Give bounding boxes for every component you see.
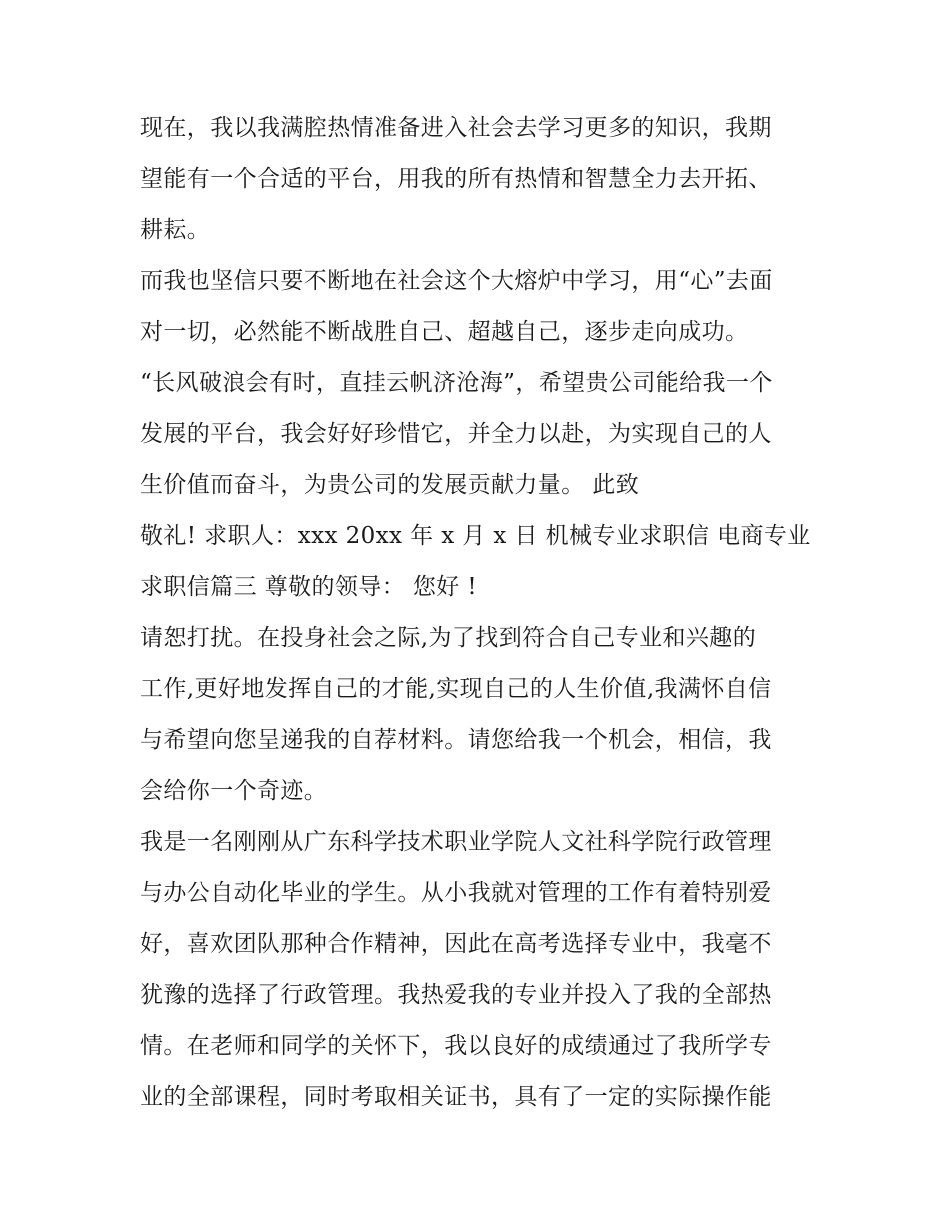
text-line: 望能有一个合适的平台，用我的所有热情和智慧全力去开拓、 (140, 166, 772, 192)
text-line: 求职信篇三 尊敬的领导： 您好 ! (140, 574, 477, 600)
text-line: 而我也坚信只要不断地在社会这个大熔炉中学习，用“心”去面 (140, 268, 773, 294)
text-line: 业的全部课程，同时考取相关证书，具有了一定的实际操作能 (140, 1084, 772, 1110)
text-line: 我是一名刚刚从广东科学技术职业学院人文社科学院行政管理 (140, 829, 772, 855)
text-line: 耕耘。 (140, 217, 211, 243)
text-line: 请恕打扰。在投身社会之际,为了找到符合自己专业和兴趣的 (140, 625, 757, 651)
text-line: 敬礼! 求职人：xxx 20xx 年 x 月 x 日 机械专业求职信 电商专业 (140, 523, 811, 549)
text-line: 现在，我以我满腔热情准备进入社会去学习更多的知识，我期 (140, 115, 772, 141)
text-line: 会给你一个奇迹。 (140, 778, 328, 804)
text-line: 与希望向您呈递我的自荐材料。请您给我一个机会，相信，我 (140, 727, 772, 753)
text-line: 与办公自动化毕业的学生。从小我就对管理的工作有着特别爱 (140, 880, 772, 906)
text-line: 发展的平台，我会好好珍惜它，并全力以赴，为实现自己的人 (140, 421, 772, 447)
text-line: 情。在老师和同学的关怀下，我以良好的成绩通过了我所学专 (140, 1033, 772, 1059)
text-line: 好，喜欢团队那种合作精神，因此在高考选择专业中，我毫不 (140, 931, 772, 957)
document-body (140, 103, 820, 1123)
text-line: 生价值而奋斗，为贵公司的发展贡献力量。 此致 (140, 472, 640, 498)
text-line: 犹豫的选择了行政管理。我热爱我的专业并投入了我的全部热 (140, 982, 772, 1008)
text-line: 对一切，必然能不断战胜自己、超越自己，逐步走向成功。 (140, 319, 749, 345)
text-line: “长风破浪会有时，直挂云帆济沧海”，希望贵公司能给我一个 (140, 370, 773, 396)
text-line: 工作,更好地发挥自己的才能,实现自己的人生价值,我满怀自信 (140, 676, 772, 702)
